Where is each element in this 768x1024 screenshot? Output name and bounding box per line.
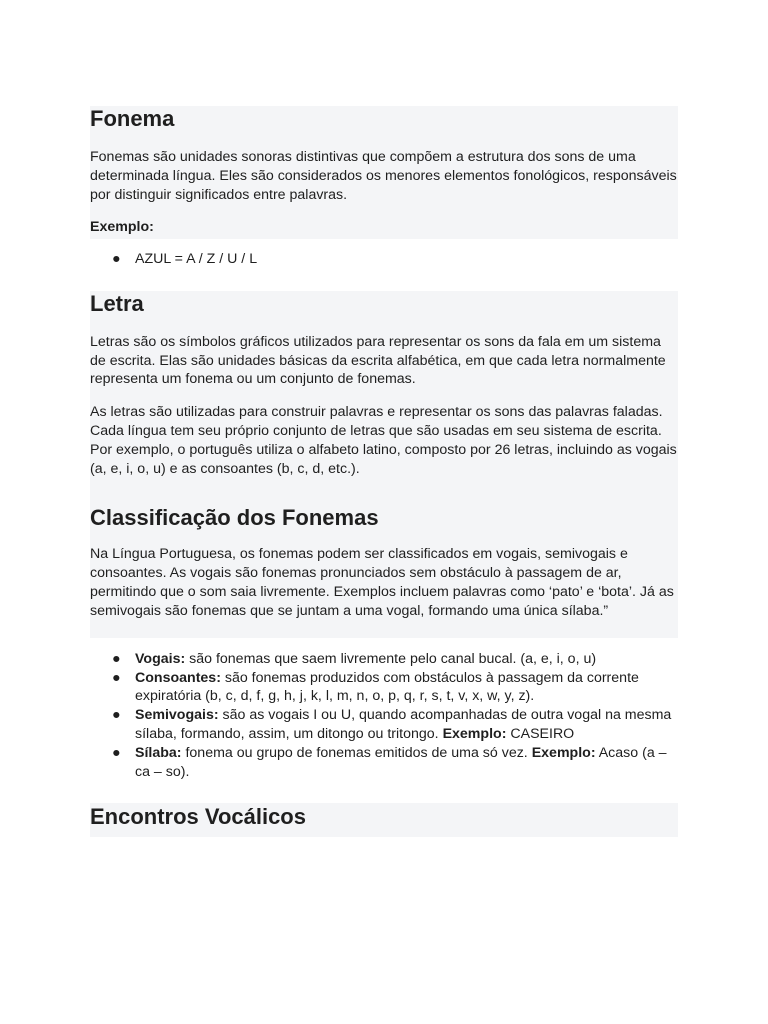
fonema-heading: Fonema (90, 106, 175, 131)
example-label: Exemplo: (531, 744, 596, 761)
term-label: Consoantes: (135, 669, 221, 686)
letra-section (90, 291, 678, 638)
term-label: Vogais: (135, 650, 186, 667)
example-text: Acaso (a – ca – so). (135, 744, 667, 780)
encontros-heading: Encontros Vocálicos (90, 804, 306, 830)
classificacao-heading: Classificação dos Fonemas (90, 505, 379, 531)
classificacao-list (90, 650, 678, 782)
bullet-icon: ● (112, 707, 121, 724)
fonema-paragraph: Fonemas são unidades sonoras distintivas que compõem a estrutura dos sons de uma determinada língua. Eles são considerados os menores elementos fonológicos, responsáveis por distinguir significados entre palavras. (90, 149, 677, 203)
bullet-icon: ● (112, 744, 121, 761)
document-page (90, 106, 678, 837)
term-text: fonema ou grupo de fonemas emitidos de uma só vez. (181, 744, 532, 761)
list-item (90, 250, 678, 269)
bullet-icon: ● (112, 650, 121, 667)
term-label: Semivogais: (135, 707, 219, 724)
classificacao-paragraph: Na Língua Portuguesa, os fonemas podem ser classificados em vogais, semivogais e consoantes. As vogais são fonemas pronunciados sem obstáculo à passagem de ar, permitindo que o som saia livremente. Exemplos incluem palavras como ‘pato’ e ‘bota’. Já as semivogais são fonemas que se juntam a uma vogal, formando uma única sílaba.” (90, 546, 674, 619)
list-item (90, 706, 678, 744)
term-text: são fonemas que saem livremente pelo canal bucal. (a, e, i, o, u) (185, 650, 597, 667)
example-label: Exemplo: (442, 725, 507, 742)
letra-paragraph-2: As letras são utilizadas para construir palavras e representar os sons das palavras faladas. Cada língua tem seu próprio conjunto de letras que são usadas em seu sistema de escrita. Por exemplo, o português utiliza o alfabeto latino, composto por 26 letras, incluindo as vogais (a, e, i, o, u) e as consoantes (b, c, d, etc.). (90, 404, 677, 477)
letra-heading: Letra (90, 290, 144, 316)
bullet-icon: ● (112, 251, 121, 267)
fonema-example-label: Exemplo: (90, 219, 154, 236)
example-text: CASEIRO (506, 725, 575, 742)
list-item (90, 669, 678, 707)
term-text: são as vogais I ou U, quando acompanhadas de outra vogal na mesma sílaba, formando, assim, um ditongo ou tritongo. (135, 707, 672, 742)
list-item (90, 744, 678, 782)
encontros-section (90, 803, 678, 837)
example-text: AZUL = A / Z / U / L (135, 251, 258, 267)
fonema-section (90, 106, 678, 239)
term-text: são fonemas produzidos com obstáculos à passagem da corrente expiratória (b, c, d, f, g, h, j, k, l, m, n, o, p, q, r, s, t, v, x, w, y, z). (135, 669, 639, 705)
bullet-icon: ● (112, 669, 121, 686)
list-item (90, 650, 678, 669)
fonema-example-list (90, 250, 678, 269)
term-label: Sílaba: (135, 744, 182, 761)
letra-paragraph-1: Letras são os símbolos gráficos utilizados para representar os sons da fala em um sistema de escrita. Elas são unidades básicas da escrita alfabética, em que cada letra normalmente representa um fonema ou um conjunto de fonemas. (90, 333, 666, 388)
